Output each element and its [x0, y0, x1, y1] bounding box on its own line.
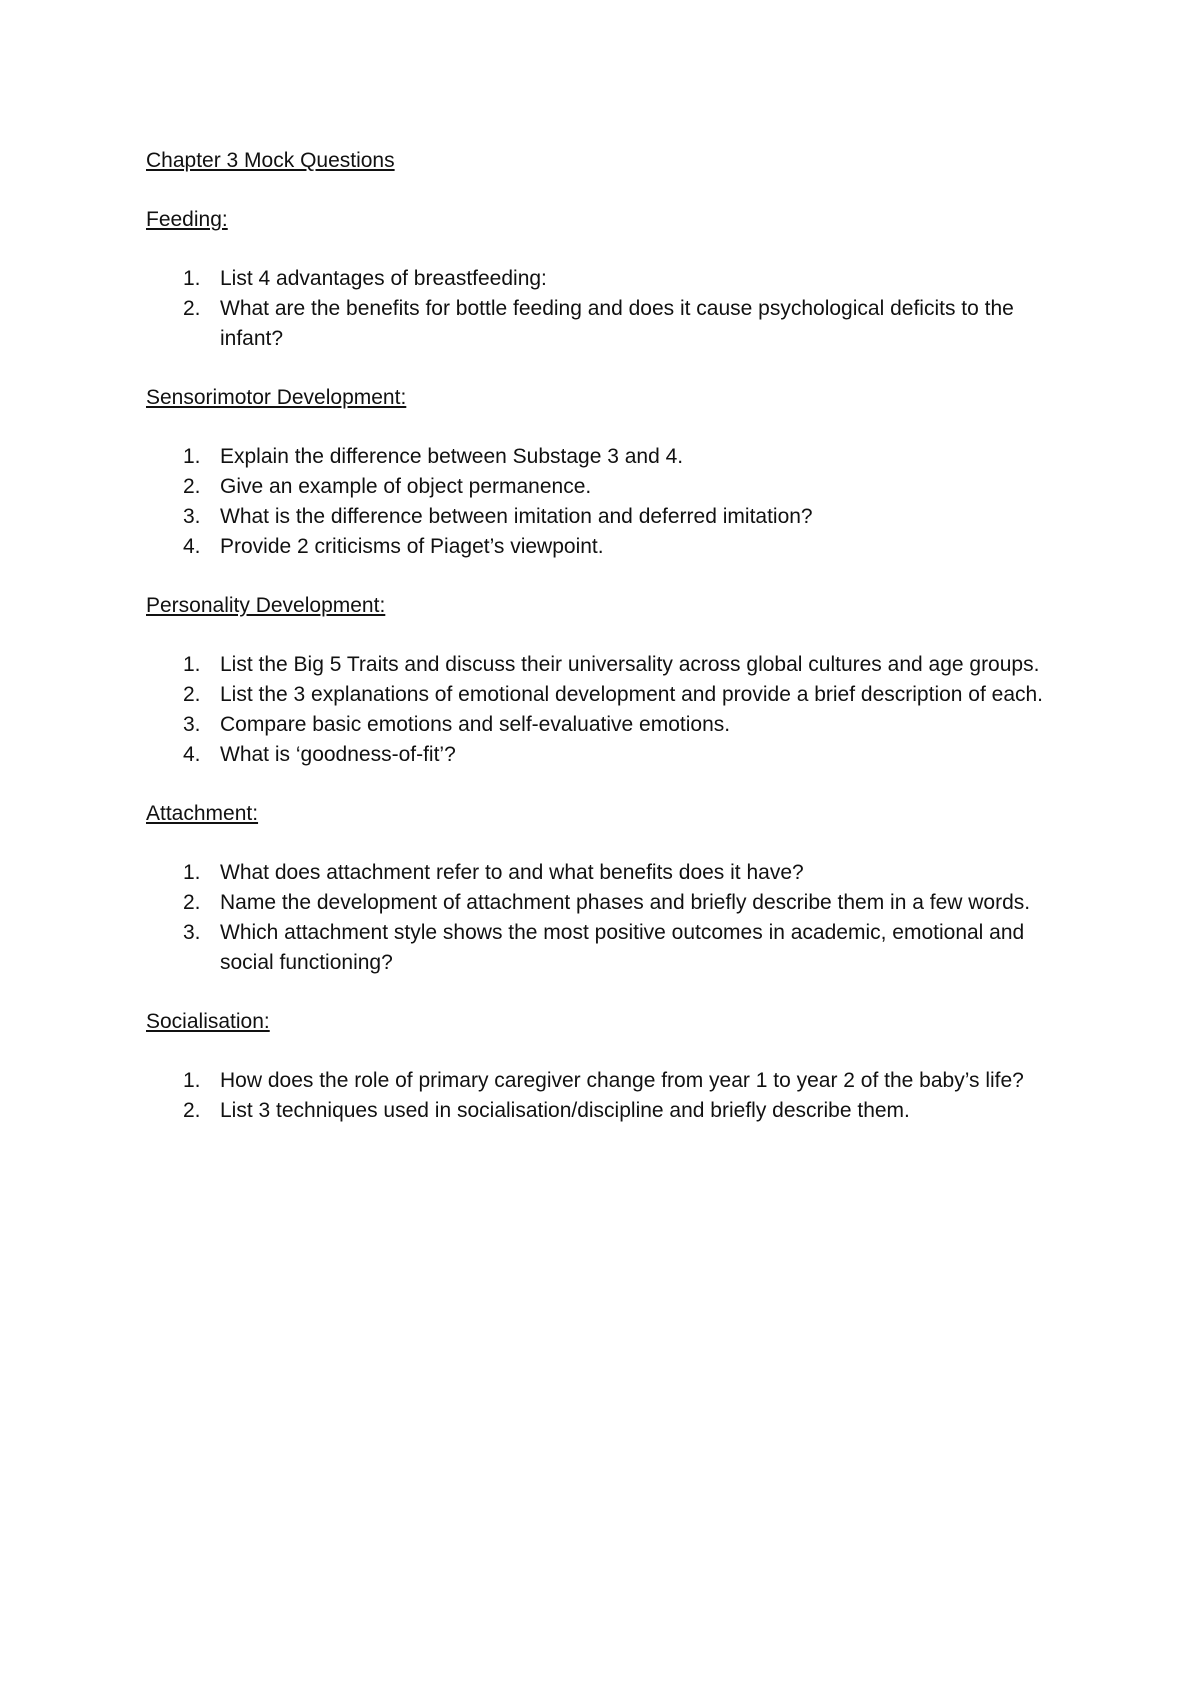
- question-text: Compare basic emotions and self-evaluative emotions.: [220, 713, 731, 736]
- question-item: [146, 502, 1066, 532]
- question-text: List 4 advantages of breastfeeding:: [220, 267, 547, 290]
- section-heading: Socialisation:: [146, 1010, 270, 1033]
- question-text: List the Big 5 Traits and discuss their universality across global cultures and age groups.: [220, 653, 1040, 676]
- question-number: 4.: [183, 743, 201, 766]
- question-item: [146, 294, 1066, 354]
- question-list: [146, 650, 1066, 770]
- section-personality-development: [146, 591, 1066, 770]
- question-item: [146, 650, 1066, 680]
- question-number: 2.: [183, 1099, 201, 1122]
- question-text: Which attachment style shows the most positive outcomes in academic, emotional and social functioning?: [220, 921, 1025, 974]
- question-text: Name the development of attachment phases and briefly describe them in a few words.: [220, 891, 1031, 914]
- document-page: [146, 146, 1066, 1155]
- question-text: What is ‘goodness-of-fit’?: [220, 743, 456, 766]
- question-text: List the 3 explanations of emotional development and provide a brief description of each.: [220, 683, 1044, 706]
- question-text: Give an example of object permanence.: [220, 475, 592, 498]
- question-text: How does the role of primary caregiver change from year 1 to year 2 of the baby’s life?: [220, 1069, 1024, 1092]
- section-sensorimotor-development: [146, 383, 1066, 562]
- question-number: 2.: [183, 891, 201, 914]
- section-feeding: [146, 205, 1066, 354]
- question-item: [146, 918, 1066, 978]
- question-list: [146, 442, 1066, 562]
- question-number: 4.: [183, 535, 201, 558]
- question-item: [146, 680, 1066, 710]
- section-heading: Feeding:: [146, 208, 228, 231]
- question-number: 2.: [183, 683, 201, 706]
- question-item: [146, 1066, 1066, 1096]
- question-number: 3.: [183, 921, 201, 944]
- document-title: Chapter 3 Mock Questions: [146, 149, 395, 172]
- question-number: 2.: [183, 297, 201, 320]
- question-number: 1.: [183, 445, 201, 468]
- question-text: Provide 2 criticisms of Piaget’s viewpoint.: [220, 535, 604, 558]
- section-heading: Personality Development:: [146, 594, 386, 617]
- question-number: 1.: [183, 267, 201, 290]
- question-item: [146, 858, 1066, 888]
- question-text: What are the benefits for bottle feeding and does it cause psychological deficits to the infant?: [220, 297, 1014, 350]
- question-number: 3.: [183, 505, 201, 528]
- question-item: [146, 710, 1066, 740]
- question-list: [146, 1066, 1066, 1126]
- question-item: [146, 532, 1066, 562]
- question-item: [146, 264, 1066, 294]
- section-heading: Sensorimotor Development:: [146, 386, 407, 409]
- question-list: [146, 858, 1066, 978]
- question-number: 1.: [183, 861, 201, 884]
- question-text: Explain the difference between Substage 3 and 4.: [220, 445, 684, 468]
- question-item: [146, 888, 1066, 918]
- question-text: What is the difference between imitation and deferred imitation?: [220, 505, 813, 528]
- question-number: 3.: [183, 713, 201, 736]
- question-number: 1.: [183, 1069, 201, 1092]
- question-item: [146, 472, 1066, 502]
- section-socialisation: [146, 1007, 1066, 1126]
- question-number: 2.: [183, 475, 201, 498]
- question-text: List 3 techniques used in socialisation/discipline and briefly describe them.: [220, 1099, 910, 1122]
- question-number: 1.: [183, 653, 201, 676]
- question-list: [146, 264, 1066, 354]
- question-item: [146, 1096, 1066, 1126]
- question-item: [146, 442, 1066, 472]
- section-heading: Attachment:: [146, 802, 259, 825]
- section-attachment: [146, 799, 1066, 978]
- question-text: What does attachment refer to and what benefits does it have?: [220, 861, 804, 884]
- question-item: [146, 740, 1066, 770]
